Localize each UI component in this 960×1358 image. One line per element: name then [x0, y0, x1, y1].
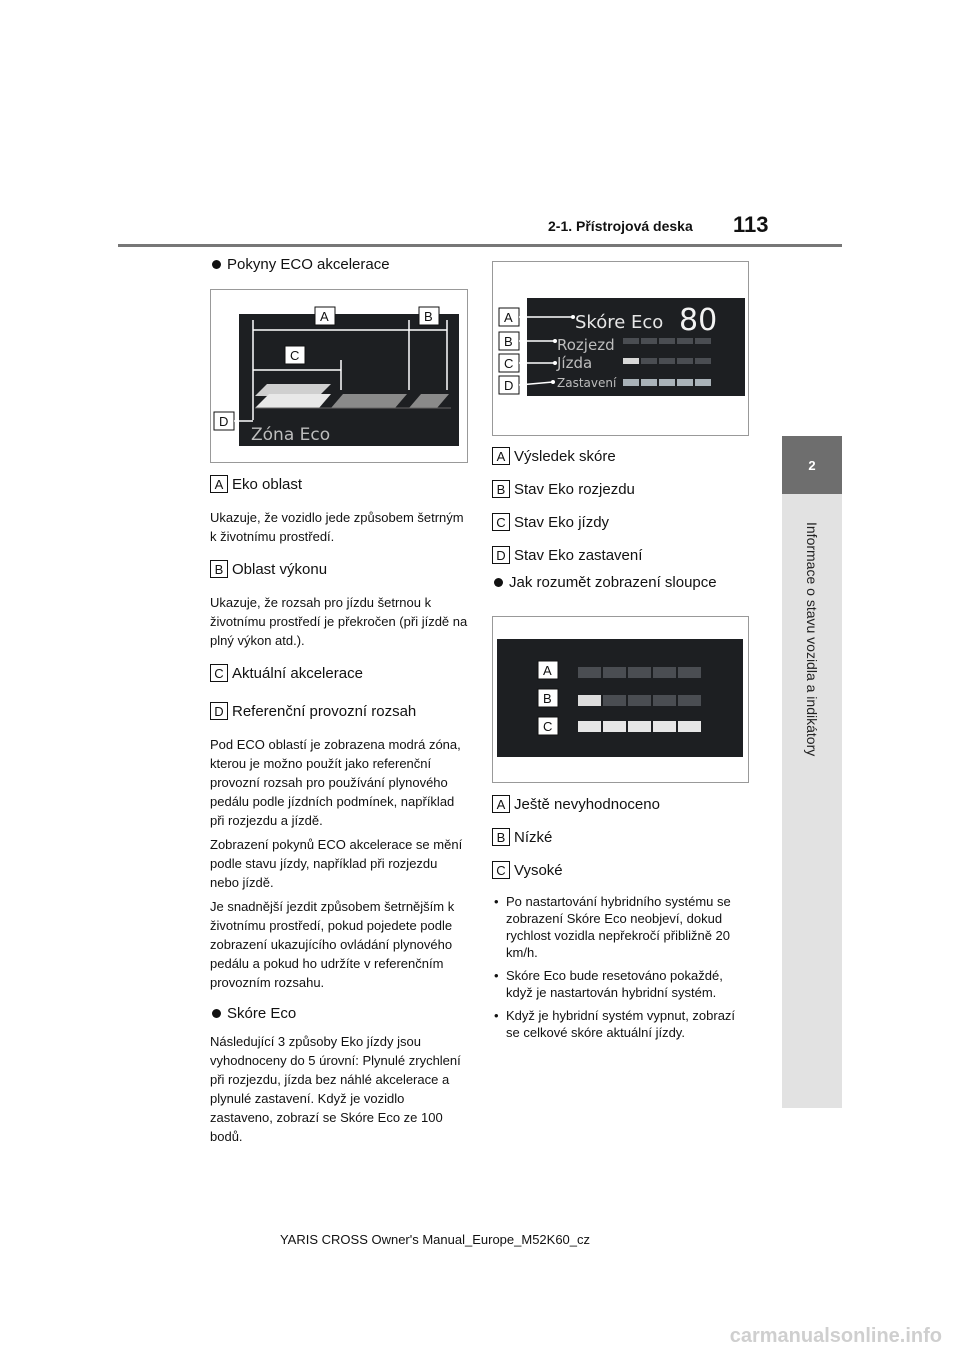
- figure3-label-a: A: [543, 663, 552, 678]
- item-a: A Eko oblast: [210, 474, 468, 494]
- item-c: C Aktuální akcelerace: [210, 663, 468, 683]
- figure2-row-start: Rozjezd: [557, 336, 615, 354]
- bar-item-a: A Ještě nevyhodnoceno: [492, 794, 750, 814]
- heading-eco-acceleration: Pokyny ECO akcelerace: [210, 256, 468, 273]
- eco-score-display: [493, 262, 748, 435]
- item-d-text-2: Zobrazení pokynů ECO akcelerace se mění podle stavu jízdy, například při rozjezdu nebo jízdě.: [210, 837, 463, 890]
- figure2-score: 80: [679, 303, 718, 338]
- figure1-label-b: B: [424, 309, 433, 324]
- letter-box-a: A: [492, 447, 510, 465]
- right-column-items: [492, 446, 750, 578]
- letter-box-c: C: [492, 861, 510, 879]
- figure2-label-c: C: [504, 356, 514, 371]
- notes-list: [492, 893, 750, 1041]
- right-column-bottom: [492, 794, 750, 1047]
- eco-acceleration-display: [211, 290, 467, 462]
- bar-item-c: C Vysoké: [492, 860, 750, 880]
- letter-box-d: D: [492, 546, 510, 564]
- figure2-row-drive: Jízda: [557, 354, 593, 372]
- note-item: • Skóre Eco bude resetováno pokaždé, když je nastartován hybridní systém.: [492, 967, 750, 1001]
- page-number: 113: [733, 212, 769, 237]
- item-d-text-3: Je snadnější jezdit způsobem šetrnějším k životnímu prostředí, pokud pojedete podle zobrazení ukazujícího ovládání plynového pedálu a pokud ho udržíte v referenčním provozním rozsahu.: [210, 899, 455, 990]
- letter-box-a: A: [210, 475, 228, 493]
- figure3-label-b: B: [543, 691, 552, 706]
- figure-eco-acceleration: [210, 289, 468, 463]
- letter-box-b: B: [492, 828, 510, 846]
- score-item-a: A Výsledek skóre: [492, 446, 750, 466]
- figure3-label-c: C: [543, 719, 553, 734]
- bullet-icon: [212, 260, 221, 269]
- watermark: carmanualsonline.info: [729, 1325, 942, 1347]
- chapter-title: Informace o stavu vozidla a indikátory: [804, 521, 820, 757]
- letter-box-b: B: [492, 480, 510, 498]
- letter-box-c: C: [210, 664, 228, 682]
- item-d: D Referenční provozní rozsah: [210, 701, 468, 721]
- heading-eco-score: Skóre Eco: [210, 1005, 468, 1022]
- item-a-text: Ukazuje, že vozidlo jede způsobem šetrným k životnímu prostředí.: [210, 510, 464, 544]
- figure-bar-display: [492, 616, 749, 783]
- footer: YARIS CROSS Owner's Manual_Europe_M52K60_cz: [279, 1232, 591, 1247]
- header-rule: [118, 244, 842, 247]
- chapter-number-tab: 2: [782, 436, 842, 494]
- figure2-label-a: A: [504, 310, 513, 325]
- letter-box-c: C: [492, 513, 510, 531]
- section-title: 2-1. Přístrojová deska: [548, 218, 693, 234]
- bullet-icon: [212, 1009, 221, 1018]
- score-item-b: B Stav Eko rozjezdu: [492, 479, 750, 499]
- figure1-display-text: Zóna Eco: [251, 425, 331, 445]
- eco-score-text: Následující 3 způsoby Eko jízdy jsou vyhodnoceny do 5 úrovní: Plynulé zrychlení při rozjezdu, jízda bez náhlé akcelerace a plynulé zastavení. Když je vozidlo zastaveno, zobrazí se Skóre Eco ze 100 bodů.: [210, 1034, 461, 1144]
- letter-box-d: D: [210, 702, 228, 720]
- figure2-label-b: B: [504, 334, 513, 349]
- heading-bar-display: Jak rozumět zobrazení sloupce: [492, 574, 750, 591]
- left-column: [210, 256, 468, 289]
- item-b: B Oblast výkonu: [210, 559, 468, 579]
- score-item-d: D Stav Eko zastavení: [492, 545, 750, 565]
- item-b-text: Ukazuje, že rozsah pro jízdu šetrnou k životnímu prostředí je překročen (při jízdě na plný výkon atd.).: [210, 595, 468, 648]
- figure2-label-d: D: [504, 378, 514, 393]
- figure1-label-c: C: [290, 348, 300, 363]
- letter-box-b: B: [210, 560, 228, 578]
- figure1-label-a: A: [320, 309, 329, 324]
- item-d-text-1: Pod ECO oblastí je zobrazena modrá zóna, kterou je možno použít jako referenční provozní rozsah pro používání plynového pedálu podle jízdních podmínek, například při rozjezdu a jízdě.: [210, 737, 461, 828]
- note-item: • Po nastartování hybridního systému se zobrazení Skóre Eco neobjeví, dokud rychlost vozidla nepřekročí přibližně 20 km/h.: [492, 893, 750, 961]
- left-column-items: [210, 474, 468, 1151]
- figure2-title: Skóre Eco: [575, 312, 664, 333]
- figure-eco-score: [492, 261, 749, 436]
- letter-box-a: A: [492, 795, 510, 813]
- right-column-heading: [492, 574, 750, 607]
- figure2-row-stop: Zastavení: [557, 376, 617, 390]
- bar-display: [493, 617, 748, 782]
- note-item: • Když je hybridní systém vypnut, zobrazí se celkové skóre aktuální jízdy.: [492, 1007, 750, 1041]
- bullet-icon: [494, 578, 503, 587]
- score-item-c: C Stav Eko jízdy: [492, 512, 750, 532]
- figure1-label-d: D: [219, 414, 229, 429]
- bar-item-b: B Nízké: [492, 827, 750, 847]
